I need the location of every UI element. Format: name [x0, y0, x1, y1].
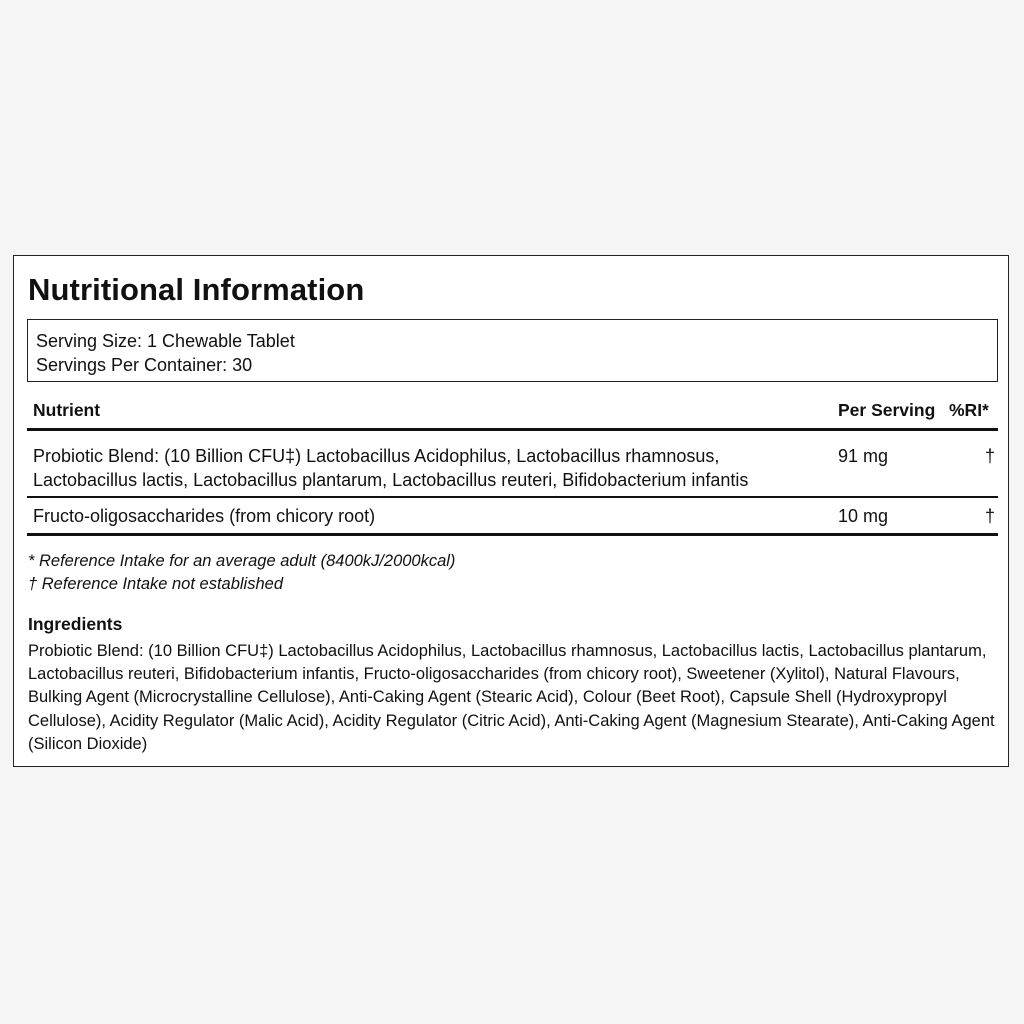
footnote-reference-intake: * Reference Intake for an average adult (8400kJ/2000kcal) [28, 552, 456, 570]
per-serving-value: 10 mg [838, 506, 889, 526]
serving-size: Serving Size: 1 Chewable Tablet [36, 331, 295, 351]
header-per-serving: Per Serving [838, 400, 936, 420]
table-bottom-divider [27, 533, 998, 536]
ri-value: † [984, 446, 995, 466]
per-serving-value: 91 mg [838, 446, 889, 466]
page-title: Nutritional Information [28, 272, 365, 307]
nutrition-panel [13, 255, 1009, 767]
nutrient-name: Probiotic Blend: (10 Billion CFU‡) Lactobacillus Acidophilus, Lactobacillus rhamnosus, [33, 446, 720, 466]
header-ri: %RI* [949, 400, 989, 420]
nutrient-name-continued: Lactobacillus lactis, Lactobacillus plantarum, Lactobacillus reuteri, Bifidobacterium infantis [33, 470, 749, 490]
header-divider [27, 428, 998, 431]
ingredients-heading: Ingredients [28, 614, 123, 634]
servings-per-container: Servings Per Container: 30 [36, 355, 253, 375]
header-nutrient: Nutrient [33, 400, 101, 420]
row-divider [27, 496, 998, 498]
nutrient-name: Fructo-oligosaccharides (from chicory root) [33, 506, 376, 526]
ingredients-text: Probiotic Blend: (10 Billion CFU‡) Lactobacillus Acidophilus, Lactobacillus rhamnosus, Lactobacillus lactis, Lactobacillus plantarum, Lactobacillus reuteri, Bifidobacterium infantis, Fructo-oligosaccharides (from chicory root), Sweetener (Xylitol), Natural Flavours, Bulking Agent (Microcrystalline Cellulose), Anti-Caking Agent (Stearic Acid), Colour (Beet Root), Capsule Shell (Hydroxypropyl Cellulose), Acidity Regulator (Malic Acid), Acidity Regulator (Citric Acid), Anti-Caking Agent (Magnesium Stearate), Anti-Caking Agent (Silicon Dioxide) [28, 642, 995, 753]
serving-info-box [27, 319, 998, 382]
footnote-not-established: † Reference Intake not established [28, 575, 284, 593]
table-row [33, 444, 823, 492]
ri-value: † [984, 506, 995, 526]
